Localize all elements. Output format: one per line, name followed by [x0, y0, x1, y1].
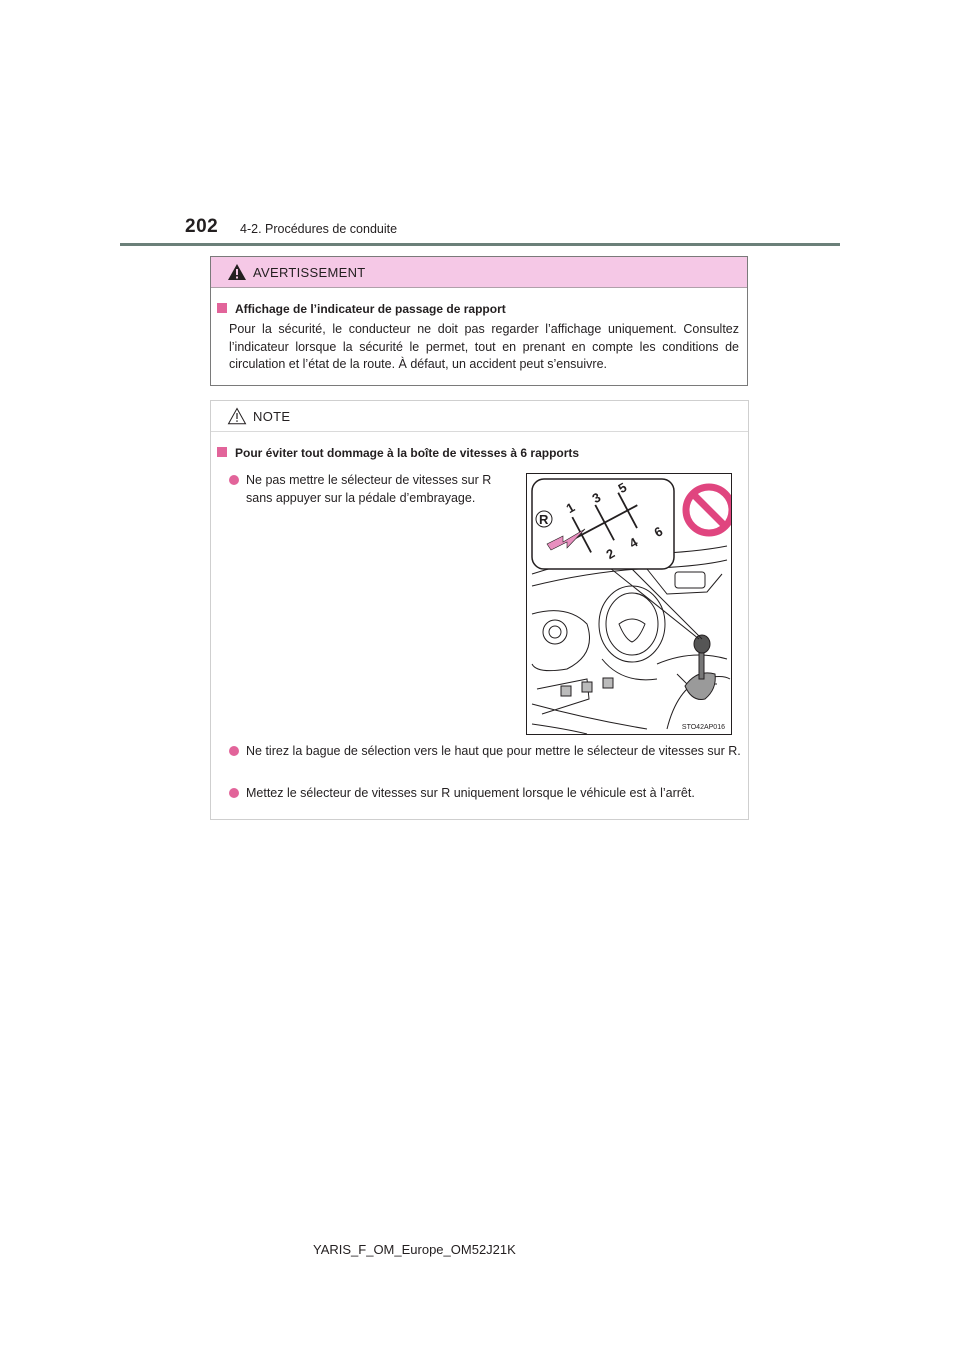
gear-label-r: R: [539, 512, 549, 527]
note-header: [211, 401, 748, 432]
gear-shift-illustration: [526, 473, 732, 735]
gear-label-4: 4: [626, 534, 641, 552]
note-box: [210, 400, 749, 820]
header-rule: [120, 243, 840, 246]
gear-label-3: 3: [589, 489, 604, 507]
gear-label-6: 6: [651, 523, 666, 541]
gear-label-1: 1: [563, 499, 578, 517]
note-item: [229, 472, 518, 507]
page-number: 202: [185, 216, 219, 237]
section-title: 4-2. Procédures de conduite: [240, 222, 398, 236]
prohibition-icon: [686, 487, 731, 533]
figure-code: STO42AP016: [681, 724, 725, 731]
caution-triangle-icon: [227, 407, 247, 425]
note-title: NOTE: [253, 409, 291, 424]
warning-content: [217, 302, 739, 374]
note-item: [229, 785, 758, 803]
warning-box: [210, 256, 748, 386]
note-item-text: Mettez le sélecteur de vitesses sur R uniquement lorsque le véhicule est à l’arrêt.: [246, 786, 695, 800]
warning-text: Pour la sécurité, le conducteur ne doit pas regarder l’affichage uniquement. Consultez l’indicateur lorsque la sécurité le permet, tout en prenant en compte les conditions de circulation et l’état de la route. À défaut, un accident peut s’ensuivre.: [229, 322, 739, 371]
gear-label-5: 5: [615, 479, 630, 497]
footer-doc-id: YARIS_F_OM_Europe_OM52J21K: [313, 1242, 516, 1257]
note-heading-row: [217, 446, 579, 460]
warning-heading-row: [217, 302, 739, 316]
warning-heading: Affichage de l’indicateur de passage de rapport: [235, 302, 506, 316]
warning-title: AVERTISSEMENT: [253, 265, 366, 280]
note-item-text: Ne pas mettre le sélecteur de vitesses sur R sans appuyer sur la pédale d’embrayage.: [246, 473, 492, 505]
circle-bullet-icon: [229, 475, 239, 485]
square-bullet-icon: [217, 303, 227, 313]
gear-shift-drawing: [527, 474, 731, 734]
note-item-text: Ne tirez la bague de sélection vers le haut que pour mettre le sélecteur de vitesses sur R.: [246, 744, 741, 758]
note-heading: Pour éviter tout dommage à la boîte de vitesses à 6 rapports: [235, 446, 580, 460]
gear-label-2: 2: [603, 545, 618, 563]
note-item: [229, 743, 758, 761]
circle-bullet-icon: [229, 788, 239, 798]
warning-triangle-icon: [227, 263, 247, 281]
square-bullet-icon: [217, 447, 227, 457]
warning-header: [211, 257, 747, 288]
circle-bullet-icon: [229, 746, 239, 756]
